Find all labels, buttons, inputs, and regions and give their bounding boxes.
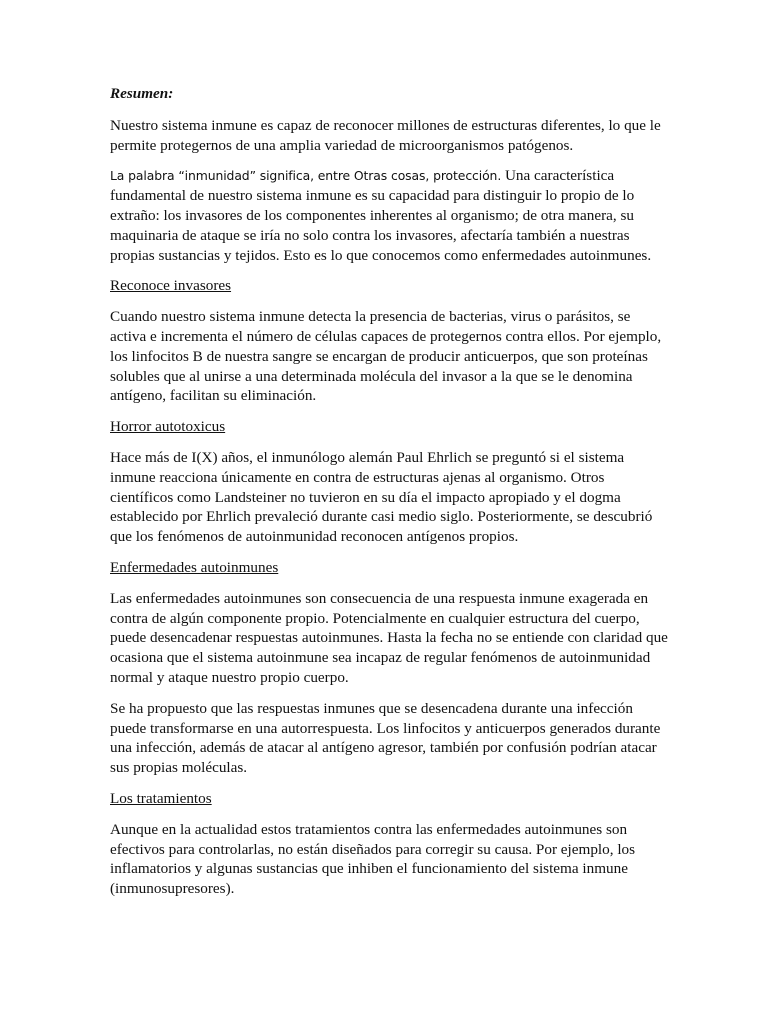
document-page bbox=[110, 84, 670, 910]
paragraph-immunity-rest: Una característica fundamental de nuestro sistema inmune es su capacidad para distinguir lo propio de lo extraño: los invasores de los componentes inherentes al organismo; de otra manera, su maquinaria de ataque se iría no solo contra los invasores, afectaría también a nuestras propias sustancias y tejidos. Esto es lo que conocemos como enfermedades autoinmunes. bbox=[110, 167, 652, 264]
paragraph-immunity-lead: La palabra “inmunidad” significa, entre Otras cosas, protección. bbox=[110, 168, 502, 184]
paragraph-enfermedades-2: Se ha propuesto que las respuestas inmunes que se desencadena durante una infección puede transformarse en una autorrespuesta. Los linfocitos y anticuerpos generados durante una infección, además de atacar al antígeno agresor, también por confusión podrían atacar sus propias moléculas. bbox=[110, 699, 661, 777]
paragraph-enfermedades-1: Las enfermedades autoinmunes son consecuencia de una respuesta inmune exagerada en contra de algún componente propio. Potencialmente en cualquier estructura del cuerpo, puede desencadenar respuestas autoinmunes. Hasta la fecha no se entiende con claridad que ocasiona que el sistema autoinmune sea incapaz de regular fenómenos de autoinmunidad normal y ataque nuestro propio cuerpo. bbox=[110, 589, 668, 686]
section-title-reconoce-invasores: Reconoce invasores bbox=[110, 277, 232, 295]
paragraph-horror-autotoxicus: Hace más de I(X) años, el inmunólogo alemán Paul Ehrlich se preguntó si el sistema inmune reacciona únicamente en contra de estructuras ajenas al organismo. Otros científicos como Landsteiner no tuvieron en su día el impacto apropiado y el dogma establecido por Ehrlich prevaleció durante casi medio siglo. Posteriormente, se descubrió que los fenómenos de autoinmunidad reconocen antígenos propios. bbox=[110, 448, 653, 546]
paragraph-immunity-definition bbox=[110, 166, 670, 265]
section-title-los-tratamientos: Los tratamientos bbox=[110, 789, 212, 807]
section-title-horror-autotoxicus: Horror autotoxicus bbox=[110, 418, 226, 436]
paragraph-reconoce-invasores: Cuando nuestro sistema inmune detecta la presencia de bacterias, virus o parásitos, se activa e incrementa el número de células capaces de protegernos contra ellos. Por ejemplo, los linfocitos B de nuestra sangre se encargan de producir anticuerpos, que son proteínas solubles que al unirse a una determinada molécula del invasor a la que se le denomina antígeno, facilitan su eliminación. bbox=[110, 308, 662, 405]
section-title-enfermedades-autoinmunes: Enfermedades autoinmunes bbox=[110, 558, 279, 576]
paragraph-intro: Nuestro sistema inmune es capaz de reconocer millones de estructuras diferentes, lo que le permite protegernos de una amplia variedad de microorganismos patógenos. bbox=[110, 116, 661, 154]
paragraph-tratamientos: Aunque en la actualidad estos tratamientos contra las enfermedades autoinmunes son efectivos para controlarlas, no están diseñados para corregir su causa. Por ejemplo, los inflamatorios y algunas sustancias que inhiben el funcionamiento del sistema inmune (inmunosupresores). bbox=[110, 820, 636, 898]
summary-heading: Resumen: bbox=[110, 85, 174, 102]
